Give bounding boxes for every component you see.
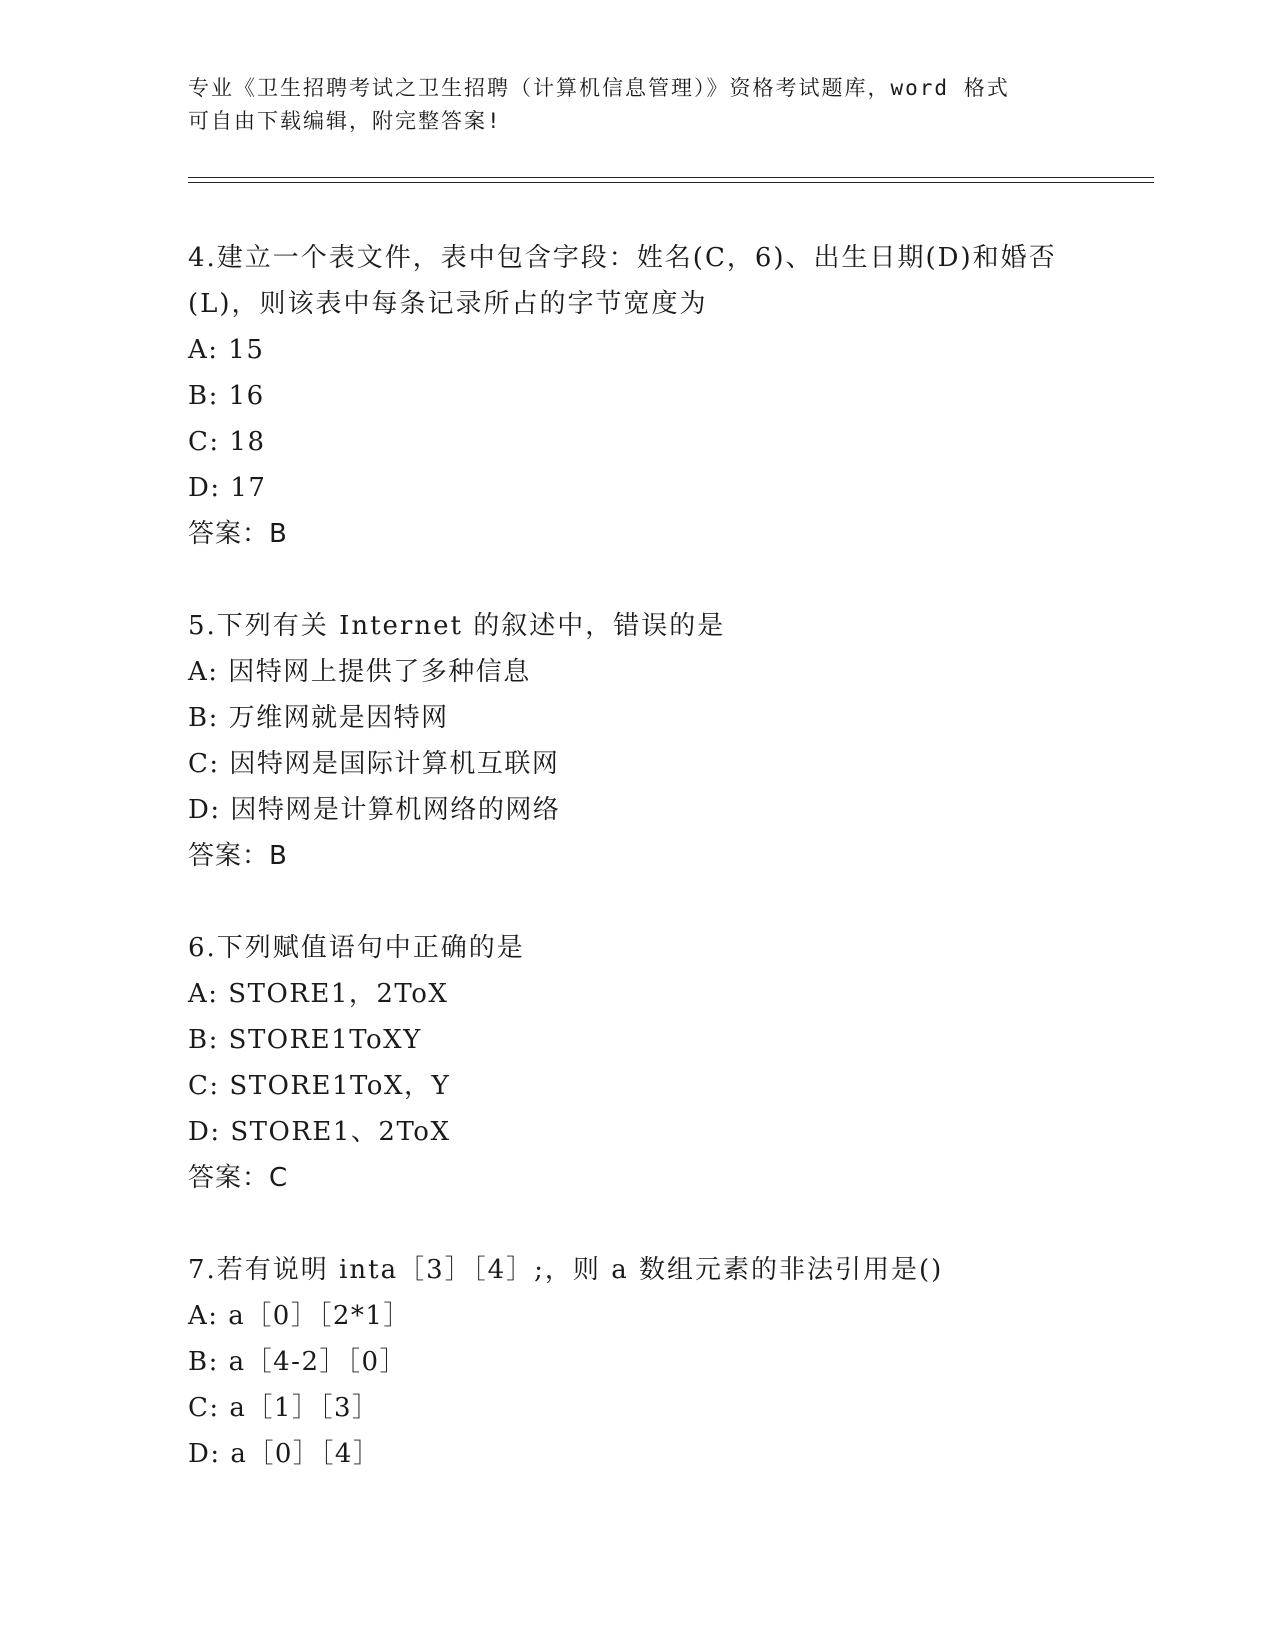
option-b: B: a［4-2］［0］ <box>188 1347 408 1377</box>
option-a: A: a［0］［2*1］ <box>188 1301 411 1331</box>
option-b: B: 万维网就是因特网 <box>188 703 449 733</box>
question-5 <box>188 603 1088 879</box>
question-text: 4.建立一个表文件，表中包含字段：姓名(C，6)、出生日期(D)和婚否(L)，则该表中每条记录所占的字节宽度为 <box>188 243 1057 319</box>
question-text: 5.下列有关 Internet 的叙述中，错误的是 <box>188 611 726 641</box>
header-rule-bottom <box>188 182 1154 183</box>
option-b: B: 16 <box>188 381 265 411</box>
question-4 <box>188 235 1088 557</box>
answer: 答案：B <box>188 841 288 871</box>
option-d: D: a［0］［4］ <box>188 1439 381 1469</box>
option-a: A: STORE1，2ToX <box>188 979 449 1009</box>
question-list <box>188 235 1088 1523</box>
question-text: 6.下列赋值语句中正确的是 <box>188 933 525 963</box>
question-6 <box>188 925 1088 1201</box>
option-a: A: 因特网上提供了多种信息 <box>188 657 531 687</box>
option-d: D: 因特网是计算机网络的网络 <box>188 795 561 825</box>
option-d: D: STORE1、2ToX <box>188 1117 451 1147</box>
header-rule-top <box>188 177 1154 178</box>
option-c: C: a［1］［3］ <box>188 1393 380 1423</box>
option-c: C: STORE1ToX，Y <box>188 1071 451 1101</box>
answer: 答案：B <box>188 519 288 549</box>
option-b: B: STORE1ToXY <box>188 1025 422 1055</box>
header-line-1: 专业《卫生招聘考试之卫生招聘（计算机信息管理）》资格考试题库，word 格式 <box>188 76 1010 100</box>
answer: 答案：C <box>188 1163 289 1193</box>
option-a: A: 15 <box>188 335 265 365</box>
question-text: 7.若有说明 inta［3］［4］;，则 a 数组元素的非法引用是() <box>188 1255 944 1285</box>
option-c: C: 因特网是国际计算机互联网 <box>188 749 560 779</box>
question-7 <box>188 1247 1088 1477</box>
option-c: C: 18 <box>188 427 266 457</box>
document-header <box>188 72 1088 138</box>
option-d: D: 17 <box>188 473 267 503</box>
header-line-2: 可自由下载编辑，附完整答案! <box>188 109 502 133</box>
